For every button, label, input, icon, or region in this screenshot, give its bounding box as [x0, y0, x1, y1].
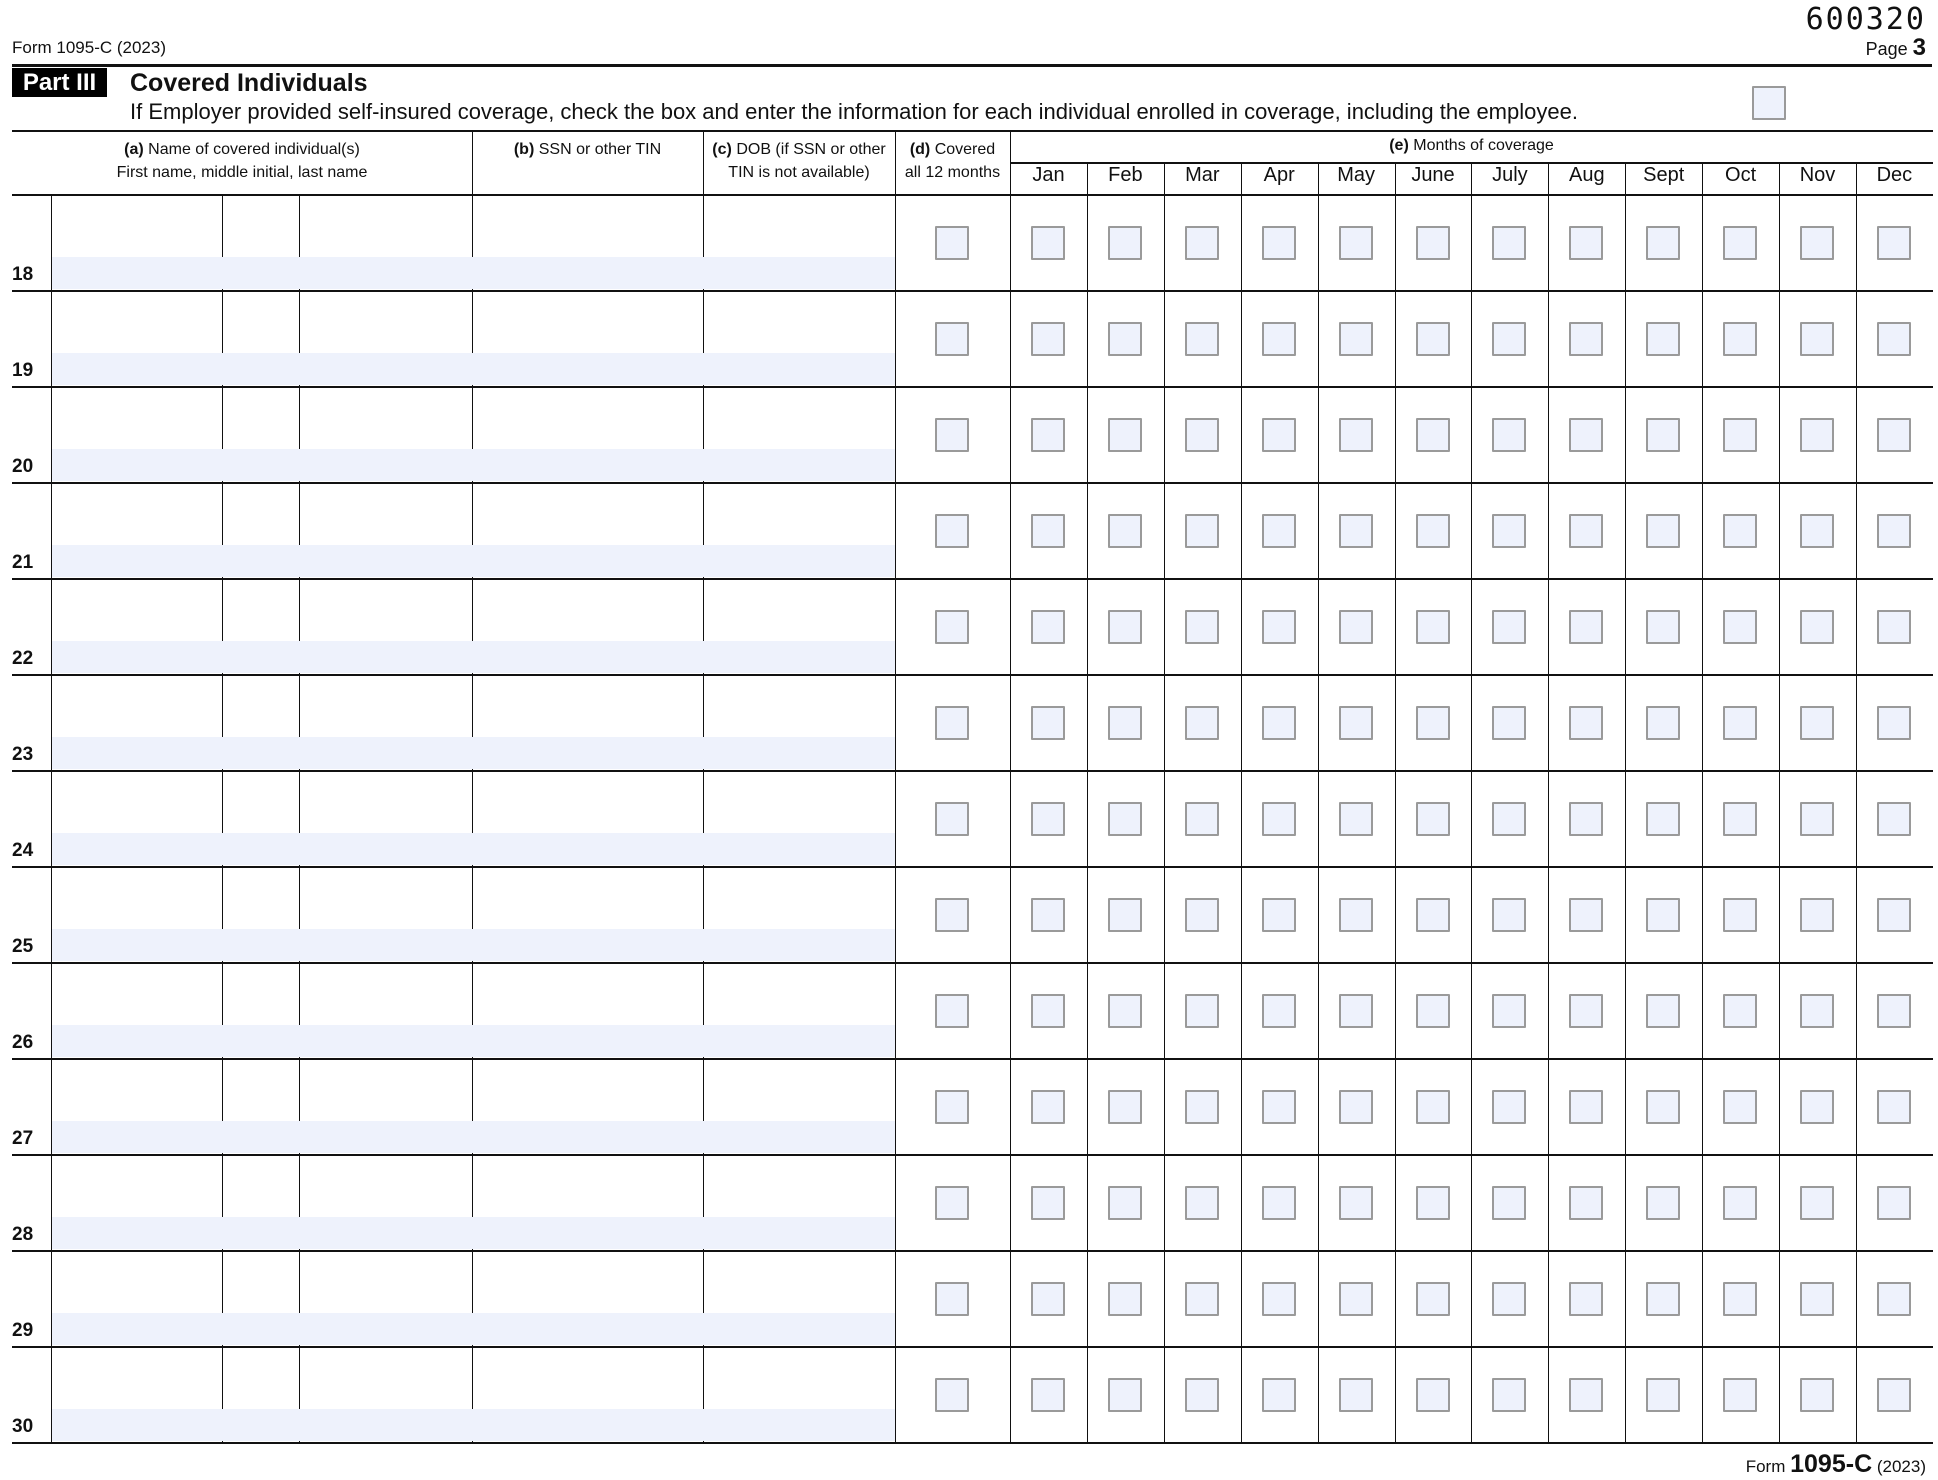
month-checkbox-feb[interactable] [1108, 418, 1142, 452]
row-divider [12, 1250, 1933, 1252]
month-checkbox-jan[interactable] [1031, 226, 1065, 260]
month-checkbox-june[interactable] [1416, 1186, 1450, 1220]
month-checkbox-feb[interactable] [1108, 706, 1142, 740]
row-number: 25 [12, 936, 34, 957]
month-checkbox-feb[interactable] [1108, 1186, 1142, 1220]
month-checkbox-july[interactable] [1492, 610, 1526, 644]
row-number: 23 [12, 744, 34, 765]
covered-all-12-months-checkbox[interactable] [935, 418, 969, 452]
page-value: 3 [1912, 34, 1926, 61]
month-checkbox-sept[interactable] [1646, 322, 1680, 356]
month-checkbox-may[interactable] [1339, 1282, 1373, 1316]
month-header-june: June [1411, 164, 1455, 186]
month-checkbox-sept[interactable] [1646, 898, 1680, 932]
covered-all-12-months-checkbox[interactable] [935, 802, 969, 836]
month-checkbox-oct[interactable] [1723, 1282, 1757, 1316]
month-checkbox-may[interactable] [1339, 418, 1373, 452]
month-header-aug: Aug [1569, 164, 1605, 186]
month-checkbox-july[interactable] [1492, 706, 1526, 740]
month-header-jan: Jan [1032, 164, 1065, 186]
month-checkbox-may[interactable] [1339, 802, 1373, 836]
name-entry-field[interactable] [52, 833, 895, 865]
name-entry-field[interactable] [52, 1121, 895, 1153]
month-checkbox-jan[interactable] [1031, 1378, 1065, 1412]
month-checkbox-sept[interactable] [1646, 1282, 1680, 1316]
month-header-may: May [1337, 164, 1375, 186]
month-checkbox-june[interactable] [1416, 1282, 1450, 1316]
month-checkbox-dec[interactable] [1877, 514, 1911, 548]
month-checkbox-may[interactable] [1339, 1090, 1373, 1124]
month-checkbox-oct[interactable] [1723, 994, 1757, 1028]
row-divider [12, 386, 1933, 388]
month-checkbox-nov[interactable] [1800, 706, 1834, 740]
self-insured-checkbox[interactable] [1752, 86, 1786, 120]
month-checkbox-apr[interactable] [1262, 898, 1296, 932]
month-checkbox-july[interactable] [1492, 514, 1526, 548]
month-checkbox-aug[interactable] [1569, 1378, 1603, 1412]
column-b-header: (b) SSN or other TIN [513, 141, 662, 158]
divider [12, 64, 1932, 67]
month-checkbox-apr[interactable] [1262, 802, 1296, 836]
month-checkbox-aug[interactable] [1569, 610, 1603, 644]
month-checkbox-mar[interactable] [1185, 1378, 1219, 1412]
row-number: 22 [12, 648, 34, 669]
month-checkbox-aug[interactable] [1569, 898, 1603, 932]
month-checkbox-oct[interactable] [1723, 514, 1757, 548]
month-checkbox-feb[interactable] [1108, 898, 1142, 932]
month-checkbox-may[interactable] [1339, 706, 1373, 740]
column-e-header: (e) Months of coverage [1389, 137, 1554, 154]
month-checkbox-aug[interactable] [1569, 802, 1603, 836]
month-checkbox-june[interactable] [1416, 226, 1450, 260]
row-divider [12, 482, 1933, 484]
row-number: 18 [12, 264, 34, 285]
month-checkbox-aug[interactable] [1569, 1186, 1603, 1220]
name-entry-field[interactable] [52, 257, 895, 289]
name-entry-field[interactable] [52, 641, 895, 673]
month-checkbox-nov[interactable] [1800, 1186, 1834, 1220]
covered-all-12-months-checkbox[interactable] [935, 226, 969, 260]
month-checkbox-oct[interactable] [1723, 322, 1757, 356]
month-checkbox-dec[interactable] [1877, 1090, 1911, 1124]
row-number: 30 [12, 1416, 34, 1437]
month-checkbox-apr[interactable] [1262, 706, 1296, 740]
column-d-header: (d) Covered all 12 months [904, 141, 1001, 181]
month-checkbox-mar[interactable] [1185, 322, 1219, 356]
month-checkbox-jan[interactable] [1031, 418, 1065, 452]
page-number [1866, 34, 1926, 62]
month-checkbox-mar[interactable] [1185, 898, 1219, 932]
month-checkbox-oct[interactable] [1723, 1378, 1757, 1412]
month-checkbox-july[interactable] [1492, 1186, 1526, 1220]
month-checkbox-feb[interactable] [1108, 226, 1142, 260]
month-checkbox-mar[interactable] [1185, 514, 1219, 548]
month-checkbox-oct[interactable] [1723, 1090, 1757, 1124]
month-checkbox-oct[interactable] [1723, 418, 1757, 452]
month-checkbox-sept[interactable] [1646, 994, 1680, 1028]
month-checkbox-oct[interactable] [1723, 802, 1757, 836]
month-checkbox-jan[interactable] [1031, 322, 1065, 356]
month-header-dec: Dec [1876, 164, 1913, 186]
month-checkbox-apr[interactable] [1262, 610, 1296, 644]
month-checkbox-oct[interactable] [1723, 226, 1757, 260]
row-divider [12, 674, 1933, 676]
column-divider [895, 130, 896, 1442]
name-entry-field[interactable] [52, 1025, 895, 1057]
month-checkbox-apr[interactable] [1262, 1282, 1296, 1316]
month-checkbox-nov[interactable] [1800, 418, 1834, 452]
header-bottom-line [12, 194, 1933, 196]
month-checkbox-sept[interactable] [1646, 1090, 1680, 1124]
month-checkbox-nov[interactable] [1800, 322, 1834, 356]
month-checkbox-may[interactable] [1339, 226, 1373, 260]
month-checkbox-sept[interactable] [1646, 226, 1680, 260]
month-checkbox-nov[interactable] [1800, 1282, 1834, 1316]
month-checkbox-dec[interactable] [1877, 1378, 1911, 1412]
month-checkbox-aug[interactable] [1569, 706, 1603, 740]
month-checkbox-nov[interactable] [1800, 226, 1834, 260]
month-checkbox-dec[interactable] [1877, 994, 1911, 1028]
name-entry-field[interactable] [52, 1217, 895, 1249]
covered-all-12-months-checkbox[interactable] [935, 514, 969, 548]
month-checkbox-sept[interactable] [1646, 706, 1680, 740]
month-checkbox-dec[interactable] [1877, 226, 1911, 260]
month-checkbox-july[interactable] [1492, 1378, 1526, 1412]
month-checkbox-aug[interactable] [1569, 226, 1603, 260]
month-checkbox-jan[interactable] [1031, 610, 1065, 644]
month-checkbox-june[interactable] [1416, 994, 1450, 1028]
row-number: 27 [12, 1128, 34, 1149]
month-checkbox-feb[interactable] [1108, 610, 1142, 644]
row-divider [12, 1058, 1933, 1060]
month-checkbox-dec[interactable] [1877, 898, 1911, 932]
row-divider [12, 1442, 1933, 1444]
month-checkbox-mar[interactable] [1185, 610, 1219, 644]
month-checkbox-oct[interactable] [1723, 1186, 1757, 1220]
month-checkbox-may[interactable] [1339, 898, 1373, 932]
column-a-header: (a) Name of covered individual(s) First name, middle initial, last name [116, 141, 368, 181]
month-checkbox-mar[interactable] [1185, 226, 1219, 260]
month-checkbox-june[interactable] [1416, 514, 1450, 548]
month-checkbox-nov[interactable] [1800, 802, 1834, 836]
month-checkbox-may[interactable] [1339, 1378, 1373, 1412]
row-number: 29 [12, 1320, 34, 1341]
month-checkbox-mar[interactable] [1185, 802, 1219, 836]
row-divider [12, 578, 1933, 580]
month-header-feb: Feb [1108, 164, 1143, 186]
month-checkbox-oct[interactable] [1723, 610, 1757, 644]
part-title: Covered Individuals [130, 69, 368, 97]
month-checkbox-july[interactable] [1492, 1090, 1526, 1124]
name-entry-field[interactable] [52, 449, 895, 481]
month-checkbox-july[interactable] [1492, 418, 1526, 452]
month-checkbox-apr[interactable] [1262, 1090, 1296, 1124]
month-header-apr: Apr [1263, 164, 1295, 186]
part-instruction: If Employer provided self-insured coverage, check the box and enter the information for each individual enrolled in coverage, including the employee. [130, 99, 1578, 124]
covered-all-12-months-checkbox[interactable] [935, 1186, 969, 1220]
part-label: Part III [12, 68, 107, 97]
month-checkbox-june[interactable] [1416, 322, 1450, 356]
month-checkbox-aug[interactable] [1569, 994, 1603, 1028]
row-divider [12, 962, 1933, 964]
month-checkbox-feb[interactable] [1108, 514, 1142, 548]
month-checkbox-july[interactable] [1492, 802, 1526, 836]
month-checkbox-sept[interactable] [1646, 418, 1680, 452]
name-entry-field[interactable] [52, 929, 895, 961]
row-number: 20 [12, 456, 34, 477]
row-number: 26 [12, 1032, 34, 1053]
month-header-oct: Oct [1725, 164, 1757, 186]
month-checkbox-june[interactable] [1416, 898, 1450, 932]
name-entry-field[interactable] [52, 1409, 895, 1441]
month-checkbox-dec[interactable] [1877, 1186, 1911, 1220]
month-checkbox-sept[interactable] [1646, 1186, 1680, 1220]
month-checkbox-dec[interactable] [1877, 1282, 1911, 1316]
month-checkbox-nov[interactable] [1800, 514, 1834, 548]
table-top-line [12, 130, 1933, 132]
month-checkbox-june[interactable] [1416, 1090, 1450, 1124]
month-checkbox-sept[interactable] [1646, 514, 1680, 548]
name-entry-field[interactable] [52, 545, 895, 577]
month-checkbox-july[interactable] [1492, 1282, 1526, 1316]
month-checkbox-feb[interactable] [1108, 1282, 1142, 1316]
month-header-july: July [1492, 164, 1528, 186]
month-checkbox-feb[interactable] [1108, 994, 1142, 1028]
month-checkbox-mar[interactable] [1185, 994, 1219, 1028]
month-checkbox-jan[interactable] [1031, 898, 1065, 932]
month-checkbox-nov[interactable] [1800, 1378, 1834, 1412]
month-checkbox-june[interactable] [1416, 418, 1450, 452]
month-checkbox-june[interactable] [1416, 802, 1450, 836]
month-checkbox-jan[interactable] [1031, 1282, 1065, 1316]
form-reference: Form 1095-C (2023) [12, 38, 167, 57]
month-checkbox-dec[interactable] [1877, 322, 1911, 356]
month-checkbox-jan[interactable] [1031, 514, 1065, 548]
covered-all-12-months-checkbox[interactable] [935, 706, 969, 740]
month-checkbox-oct[interactable] [1723, 898, 1757, 932]
page-label: Page [1865, 39, 1908, 59]
name-entry-field[interactable] [52, 737, 895, 769]
month-checkbox-apr[interactable] [1262, 1186, 1296, 1220]
month-checkbox-sept[interactable] [1646, 610, 1680, 644]
month-checkbox-apr[interactable] [1262, 514, 1296, 548]
month-checkbox-jan[interactable] [1031, 802, 1065, 836]
form-code: 600320 [1805, 2, 1926, 37]
row-divider [12, 770, 1933, 772]
month-checkbox-jan[interactable] [1031, 994, 1065, 1028]
month-checkbox-dec[interactable] [1877, 706, 1911, 740]
month-checkbox-dec[interactable] [1877, 418, 1911, 452]
month-checkbox-feb[interactable] [1108, 802, 1142, 836]
month-checkbox-mar[interactable] [1185, 1282, 1219, 1316]
covered-all-12-months-checkbox[interactable] [935, 1378, 969, 1412]
row-divider [12, 866, 1933, 868]
row-number: 28 [12, 1224, 34, 1245]
month-checkbox-apr[interactable] [1262, 418, 1296, 452]
month-checkbox-dec[interactable] [1877, 802, 1911, 836]
month-checkbox-mar[interactable] [1185, 1186, 1219, 1220]
month-checkbox-may[interactable] [1339, 610, 1373, 644]
month-checkbox-jan[interactable] [1031, 1090, 1065, 1124]
month-checkbox-aug[interactable] [1569, 1090, 1603, 1124]
column-c-header: (c) DOB (if SSN or other TIN is not available) [712, 141, 886, 181]
row-divider [12, 1154, 1933, 1156]
month-header-nov: Nov [1799, 164, 1836, 186]
name-entry-field[interactable] [52, 353, 895, 385]
month-checkbox-mar[interactable] [1185, 1090, 1219, 1124]
month-checkbox-june[interactable] [1416, 706, 1450, 740]
month-checkbox-feb[interactable] [1108, 1090, 1142, 1124]
month-checkbox-dec[interactable] [1877, 610, 1911, 644]
row-divider [12, 1346, 1933, 1348]
month-checkbox-apr[interactable] [1262, 1378, 1296, 1412]
row-number: 24 [12, 840, 34, 861]
covered-all-12-months-checkbox[interactable] [935, 994, 969, 1028]
name-entry-field[interactable] [52, 1313, 895, 1345]
month-checkbox-july[interactable] [1492, 994, 1526, 1028]
month-checkbox-nov[interactable] [1800, 1090, 1834, 1124]
month-checkbox-nov[interactable] [1800, 898, 1834, 932]
month-checkbox-nov[interactable] [1800, 994, 1834, 1028]
month-checkbox-july[interactable] [1492, 226, 1526, 260]
row-divider [12, 290, 1933, 292]
covered-all-12-months-checkbox[interactable] [935, 1282, 969, 1316]
month-checkbox-june[interactable] [1416, 1378, 1450, 1412]
month-checkbox-may[interactable] [1339, 994, 1373, 1028]
month-checkbox-jan[interactable] [1031, 706, 1065, 740]
month-checkbox-may[interactable] [1339, 322, 1373, 356]
month-checkbox-july[interactable] [1492, 322, 1526, 356]
month-checkbox-aug[interactable] [1569, 514, 1603, 548]
month-checkbox-aug[interactable] [1569, 418, 1603, 452]
month-checkbox-apr[interactable] [1262, 322, 1296, 356]
month-checkbox-may[interactable] [1339, 514, 1373, 548]
month-checkbox-may[interactable] [1339, 1186, 1373, 1220]
month-checkbox-sept[interactable] [1646, 1378, 1680, 1412]
month-checkbox-jan[interactable] [1031, 1186, 1065, 1220]
month-checkbox-feb[interactable] [1108, 1378, 1142, 1412]
month-checkbox-nov[interactable] [1800, 610, 1834, 644]
covered-all-12-months-checkbox[interactable] [935, 322, 969, 356]
row-number: 21 [12, 552, 34, 573]
month-checkbox-aug[interactable] [1569, 322, 1603, 356]
month-header-mar: Mar [1185, 164, 1220, 186]
month-checkbox-feb[interactable] [1108, 322, 1142, 356]
month-checkbox-apr[interactable] [1262, 994, 1296, 1028]
column-divider [1010, 130, 1011, 1442]
month-checkbox-july[interactable] [1492, 898, 1526, 932]
month-checkbox-sept[interactable] [1646, 802, 1680, 836]
month-checkbox-mar[interactable] [1185, 418, 1219, 452]
covered-all-12-months-checkbox[interactable] [935, 1090, 969, 1124]
month-header-sept: Sept [1643, 164, 1685, 186]
footer-form-ref: Form 1095-C (2023) [1745, 1450, 1926, 1478]
month-checkbox-aug[interactable] [1569, 1282, 1603, 1316]
month-checkbox-june[interactable] [1416, 610, 1450, 644]
covered-all-12-months-checkbox[interactable] [935, 610, 969, 644]
month-checkbox-mar[interactable] [1185, 706, 1219, 740]
row-number: 19 [12, 360, 34, 381]
month-checkbox-apr[interactable] [1262, 226, 1296, 260]
covered-all-12-months-checkbox[interactable] [935, 898, 969, 932]
month-checkbox-oct[interactable] [1723, 706, 1757, 740]
